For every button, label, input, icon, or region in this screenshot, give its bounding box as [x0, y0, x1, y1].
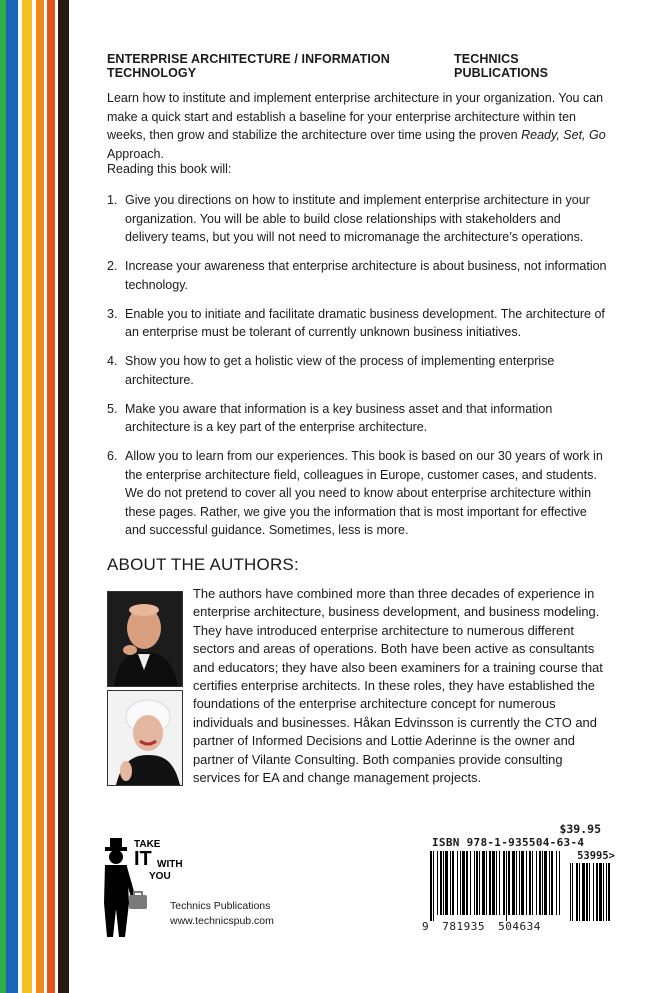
- addon-bar: [606, 863, 607, 921]
- addon-code: 53995>: [577, 850, 615, 862]
- item-text: Make you aware that information is a key business asset and that information architecture is a key part of the enterprise architecture.: [125, 401, 553, 434]
- barcode-bar: [539, 851, 541, 915]
- item-number: 5.: [107, 401, 118, 416]
- barcode-bar: [440, 851, 442, 915]
- barcode-bar: [559, 851, 560, 915]
- stripe-yellow: [22, 0, 32, 993]
- header-bar: [107, 52, 604, 80]
- list-item: [107, 191, 607, 247]
- author-photo-female: [107, 690, 183, 786]
- barcode-bar: [462, 851, 465, 915]
- barcode-bar: [519, 851, 520, 915]
- isbn-barcode: [420, 822, 615, 942]
- addon-bar: [570, 863, 571, 921]
- barcode-bar: [474, 851, 475, 915]
- stripe-blue: [6, 0, 18, 993]
- barcode-bar: [445, 851, 448, 915]
- barcode-bar: [486, 851, 487, 915]
- barcode-bar: [551, 851, 553, 915]
- addon-bar: [579, 863, 580, 921]
- addon-bar: [608, 863, 610, 921]
- logo-with: WITH: [157, 859, 183, 870]
- barcode-bar: [516, 851, 517, 915]
- benefits-list: [107, 191, 607, 550]
- barcode-bar: [479, 851, 480, 915]
- barcode-bar: [532, 851, 533, 915]
- stripe-dark: [58, 0, 69, 993]
- ean-left-digits: 781935: [442, 920, 485, 933]
- item-number: 1.: [107, 193, 118, 207]
- addon-bar: [586, 863, 588, 921]
- stripe-orange: [36, 0, 44, 993]
- portrait-woman-icon: [108, 691, 182, 785]
- barcode-bar: [499, 851, 500, 915]
- intro-text: Learn how to institute and implement enterprise architecture in your organization. You can make a quick start and establish a baseline for your enterprise architecture within ten weeks, then grow and stabilize the architecture over time using the proven: [107, 91, 604, 142]
- author-photo-male: [107, 591, 183, 687]
- addon-bar: [576, 863, 578, 921]
- addon-bar: [589, 863, 590, 921]
- barcode-bars: [420, 851, 615, 923]
- publisher-label: TECHNICS PUBLICATIONS: [454, 52, 549, 80]
- barcode-bar: [521, 851, 524, 915]
- item-text: Increase your awareness that enterprise architecture is about business, not information technology.: [125, 259, 607, 292]
- addon-bar: [603, 863, 604, 921]
- barcode-bar: [506, 851, 507, 921]
- barcode-bar: [466, 851, 468, 915]
- barcode-bar: [526, 851, 527, 915]
- logo-you: YOU: [149, 871, 171, 882]
- barcode-bar: [460, 851, 461, 915]
- publisher-block: [170, 899, 274, 929]
- list-item: [107, 257, 607, 294]
- barcode-bar: [529, 851, 531, 915]
- item-number: 4.: [107, 354, 118, 368]
- barcode-bar: [482, 851, 485, 915]
- addon-bar: [582, 863, 585, 921]
- barcode-bar: [489, 851, 491, 915]
- list-item: [107, 447, 607, 540]
- intro-text-end: Approach.: [107, 146, 164, 161]
- addon-bar: [572, 863, 573, 921]
- ean-digits: [422, 920, 541, 933]
- barcode-bar: [544, 851, 547, 915]
- ean-first-digit: 9: [422, 920, 430, 933]
- authors-bio: The authors have combined more than three decades of experience in enterprise architecture, business development, and business modeling. They have introduced enterprise architecture to numerous different sectors and areas of operations. Both have been active as consultants and educators; they have also been examiners for a training course that certifies enterprise architects. In these roles, they have established the foundations of the enterprise architecture concept for numerous individuals and businesses. Håkan Edvinsson is currently the CTO and partner of Informed Decisions and Lottie Aderinne is the owner and partner of Vilante Consulting. Both companies provide consulting services for EA and change management projects.: [193, 586, 603, 786]
- ean-right-digits: 504634: [498, 920, 541, 933]
- addon-bar: [593, 863, 594, 921]
- category-label: ENTERPRISE ARCHITECTURE / INFORMATION TECHNOLOGY: [107, 52, 390, 80]
- item-number: 3.: [107, 306, 118, 321]
- barcode-bar: [512, 851, 515, 915]
- item-text: Enable you to initiate and facilitate dramatic business development. The architecture of an enterprise must be tolerant of currently unknown business initiatives.: [125, 306, 605, 339]
- stripe-red-orange: [47, 0, 55, 993]
- publisher-name: Technics Publications: [170, 900, 271, 912]
- item-text: Show you how to get a holistic view of the process of implementing enterprise architecture.: [125, 354, 555, 387]
- logo-take: TAKE: [134, 839, 161, 850]
- addon-bar: [596, 863, 598, 921]
- barcode-bar: [450, 851, 451, 915]
- barcode-bar: [430, 851, 432, 921]
- intro-paragraph: [107, 89, 607, 163]
- publisher-url[interactable]: www.technicspub.com: [170, 915, 274, 927]
- item-text: Allow you to learn from our experiences. This book is based on our 30 years of work in the enterprise architecture field, colleagues in Europe, customer cases, and students. We do not pretend to cover all you need to know about enterprise architecture within these pages. Rather, we give you the information that is most important for effective and successful guidance. Sometimes, less is more.: [125, 449, 603, 537]
- about-authors-heading: ABOUT THE AUTHORS:: [107, 555, 299, 574]
- item-text: Give you directions on how to institute and implement enterprise architecture in your organization. You will be able to build close relationships with stakeholders and delivery teams, but you will not need to micromanage the architecture’s operations.: [125, 193, 590, 244]
- list-item: [107, 400, 607, 437]
- portrait-man-icon: [108, 592, 182, 686]
- item-number: 6.: [107, 449, 118, 463]
- barcode-bar: [437, 851, 438, 915]
- addon-bar: [599, 863, 602, 921]
- barcode-bar: [470, 851, 471, 915]
- barcode-bar: [492, 851, 495, 915]
- barcode-bar: [452, 851, 454, 915]
- barcode-bar: [549, 851, 550, 915]
- barcode-bar: [443, 851, 444, 915]
- price-label: $39.95: [559, 822, 601, 836]
- barcode-bar: [508, 851, 510, 915]
- item-number: 2.: [107, 259, 118, 273]
- barcode-bar: [503, 851, 505, 915]
- barcode-bar: [433, 851, 434, 921]
- barcode-bar: [476, 851, 478, 915]
- isbn-label: ISBN 978-1-935504-63-4: [432, 836, 585, 849]
- list-item: [107, 305, 607, 342]
- intro-emphasis: Ready, Set, Go: [521, 128, 606, 142]
- barcode-bar: [496, 851, 497, 915]
- reading-label: Reading this book will:: [107, 162, 232, 176]
- logo-it: IT: [134, 848, 152, 870]
- barcode-bar: [542, 851, 543, 915]
- barcode-bar: [457, 851, 458, 915]
- barcode-bar: [556, 851, 557, 915]
- barcode-bar: [536, 851, 537, 915]
- color-stripes: [0, 0, 69, 993]
- list-item: [107, 352, 607, 389]
